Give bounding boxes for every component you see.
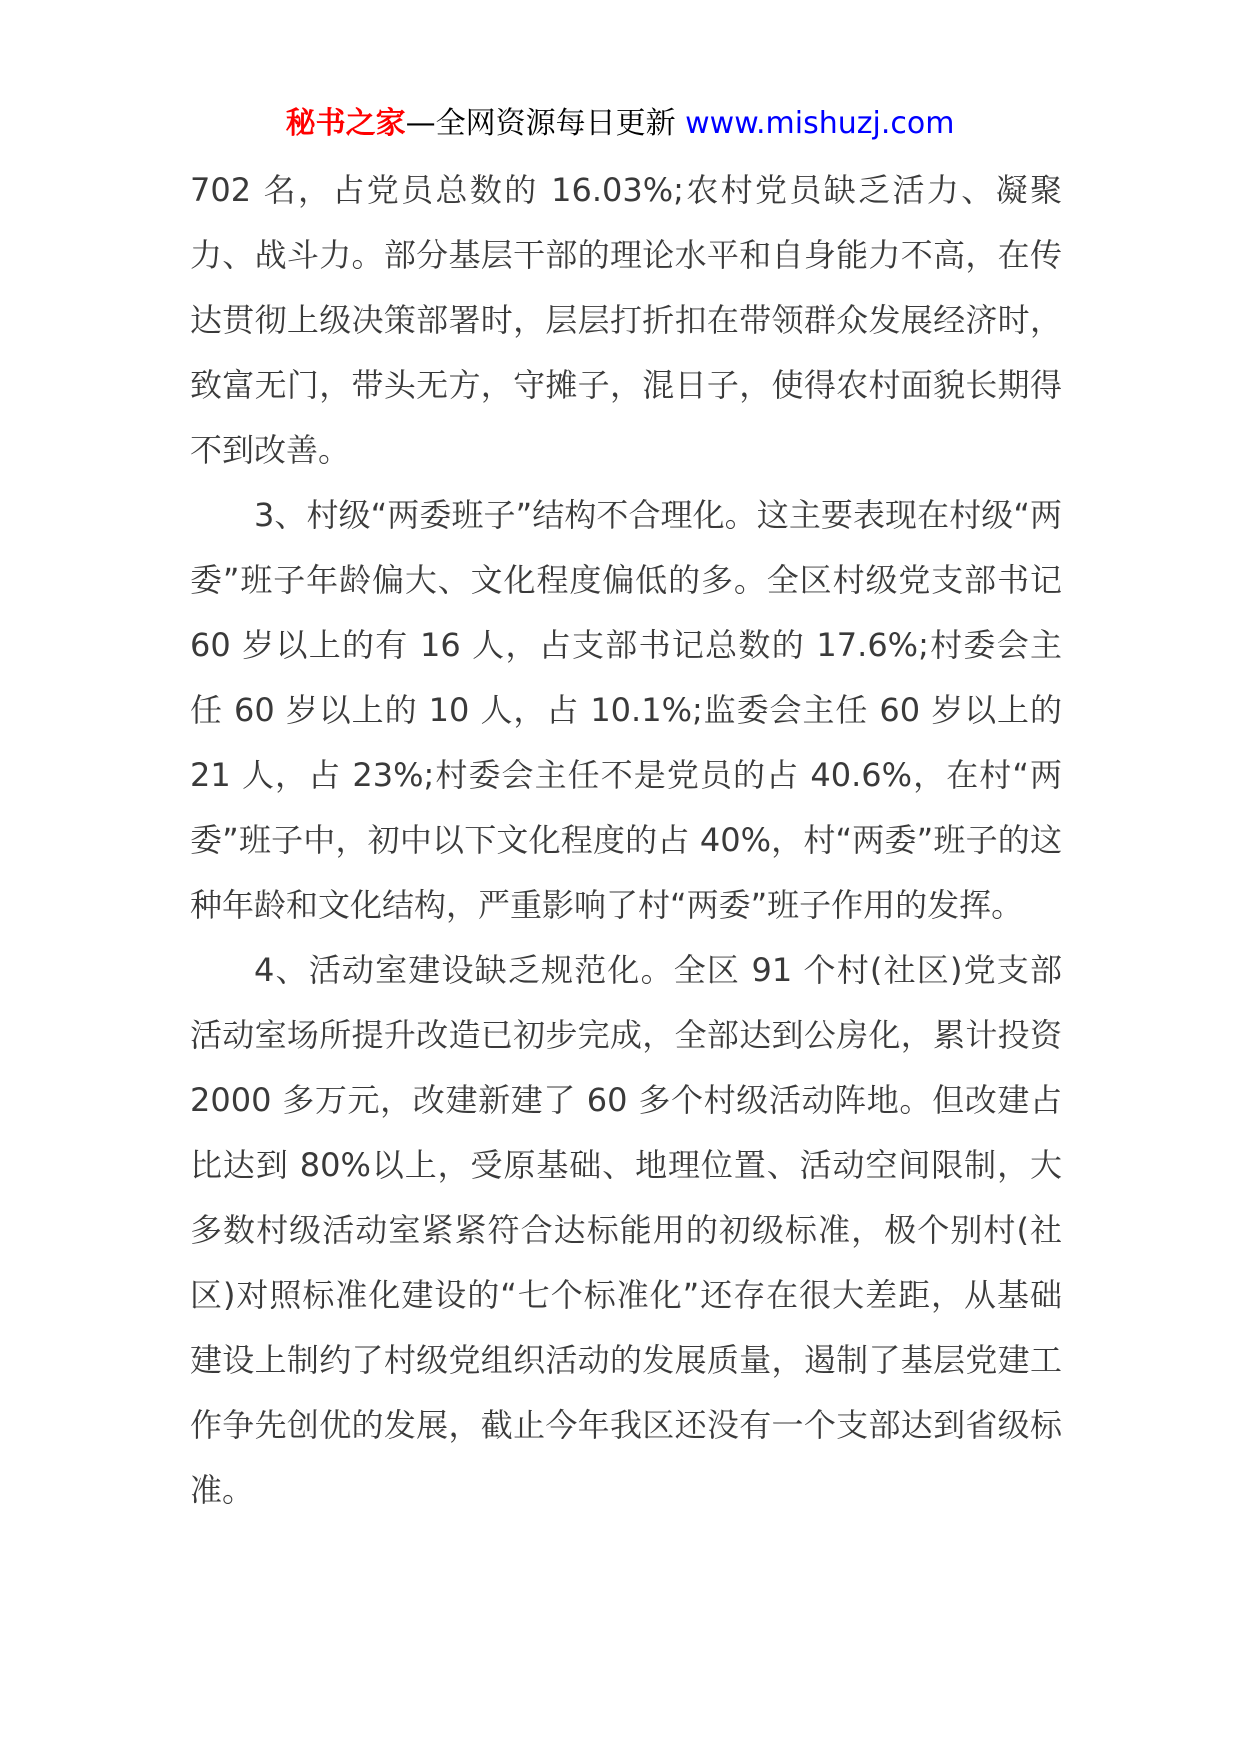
site-url-link[interactable]: www.mishuzj.com	[685, 106, 955, 141]
page-header	[0, 104, 1240, 144]
paragraph-continuation: 702 名，占党员总数的 16.03%;农村党员缺乏活力、凝聚力、战斗力。部分基层干部的理论水平和自身能力不高，在传达贯彻上级决策部署时，层层打折扣在带领群众发展经济时，致富无门，带头无方，守摊子，混日子，使得农村面貌长期得不到改善。	[190, 171, 1062, 469]
paragraph-item-4: 4、活动室建设缺乏规范化。全区 91 个村(社区)党支部活动室场所提升改造已初步完成，全部达到公房化，累计投资 2000 多万元，改建新建了 60 多个村级活动阵地。但改建占比达到 80%以上，受原基础、地理位置、活动空间限制，大多数村级活动室紧紧符合达标能用的初级标准，极个别村(社区)对照标准化建设的“七个标准化”还存在很大差距，从基础建设上制约了村级党组织活动的发展质量，遏制了基层党建工作争先创优的发展，截止今年我区还没有一个支部达到省级标准。	[190, 951, 1062, 1509]
site-tagline: —全网资源每日更新	[405, 106, 676, 141]
paragraph-item-3: 3、村级“两委班子”结构不合理化。这主要表现在村级“两委”班子年龄偏大、文化程度偏低的多。全区村级党支部书记 60 岁以上的有 16 人，占支部书记总数的 17.6%;村委会主任 60 岁以上的 10 人，占 10.1%;监委会主任 60 岁以上的 21 人，占 23%;村委会主任不是党员的占 40.6%，在村“两委”班子中，初中以下文化程度的占 40%，村“两委”班子的这种年龄和文化结构，严重影响了村“两委”班子作用的发挥。	[190, 496, 1062, 924]
document-body	[190, 158, 1062, 1523]
site-brand: 秘书之家	[285, 106, 406, 141]
